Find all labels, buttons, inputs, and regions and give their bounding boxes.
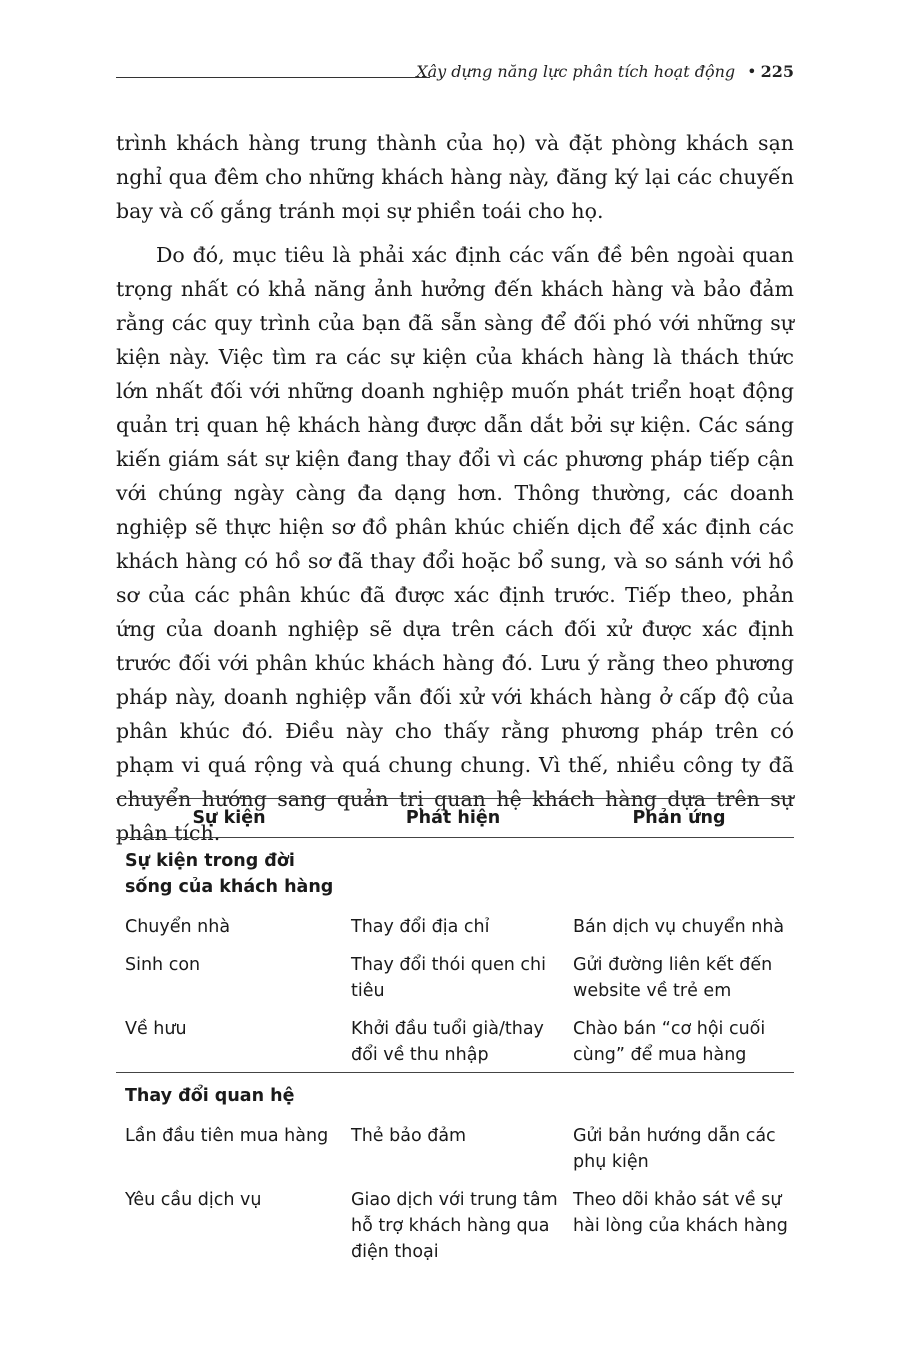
table-row bbox=[116, 1177, 794, 1267]
column-header-response: Phản ứng bbox=[632, 808, 726, 828]
running-title: Xây dựng năng lực phân tích hoạt động bbox=[416, 62, 736, 81]
response-cell: Gửi bản hướng dẫn các phụ kiện bbox=[573, 1126, 776, 1172]
detection-cell: Khởi đầu tuổi già/thay đổi về thu nhập bbox=[351, 1019, 544, 1065]
table-row bbox=[116, 1113, 794, 1177]
table-section-relationship-changes bbox=[116, 1073, 794, 1267]
detection-cell: Thẻ bảo đảm bbox=[351, 1126, 467, 1146]
response-cell: Gửi đường liên kết đến website về trẻ em bbox=[573, 955, 773, 1001]
table-header-row bbox=[116, 799, 794, 838]
paragraph: trình khách hàng trung thành của họ) và đặt phòng khách sạn nghỉ qua đêm cho những khách hàng này, đăng ký lại các chuyến bay và cố gắng tránh mọi sự phiền toái cho họ. bbox=[116, 131, 794, 223]
table-row bbox=[116, 942, 794, 1006]
events-table bbox=[116, 798, 794, 1267]
event-cell: Sinh con bbox=[125, 955, 201, 975]
response-cell: Bán dịch vụ chuyển nhà bbox=[573, 917, 785, 937]
column-header-event: Sự kiện bbox=[192, 808, 266, 828]
header-rule bbox=[116, 77, 430, 78]
response-cell: Chào bán “cơ hội cuối cùng” để mua hàng bbox=[573, 1019, 766, 1065]
section-title: Sự kiện trong đời sống của khách hàng bbox=[125, 851, 334, 897]
detection-cell: Thay đổi địa chỉ bbox=[351, 917, 490, 937]
table-row bbox=[116, 1006, 794, 1072]
header-text bbox=[416, 62, 794, 81]
body-text bbox=[116, 126, 794, 850]
event-cell: Về hưu bbox=[125, 1019, 187, 1039]
section-title: Thay đổi quan hệ bbox=[125, 1086, 295, 1106]
table-row bbox=[116, 904, 794, 942]
detection-cell: Giao dịch với trung tâm hỗ trợ khách hàng qua điện thoại bbox=[351, 1190, 558, 1262]
running-header bbox=[116, 60, 794, 90]
header-bullet: • bbox=[747, 62, 757, 81]
detection-cell: Thay đổi thói quen chi tiêu bbox=[351, 955, 546, 1001]
event-cell: Lần đầu tiên mua hàng bbox=[125, 1126, 329, 1146]
paragraph: Do đó, mục tiêu là phải xác định các vấn đề bên ngoài quan trọng nhất có khả năng ảnh hưởng đến khách hàng và bảo đảm rằng các quy trình của bạn đã sẵn sàng để đối phó với những sự kiện này. Việc tìm ra các sự kiện của khách hàng là thách thức lớn nhất đối với những doanh nghiệp muốn phát triển hoạt động quản trị quan hệ khách hàng được dẫn dắt bởi sự kiện. Các sáng kiến giám sát sự kiện đang thay đổi vì các phương pháp tiếp cận với chúng ngày càng đa dạng hơn. Thông thường, các doanh nghiệp sẽ thực hiện sơ đồ phân khúc chiến dịch để xác định các khách hàng có hồ sơ đã thay đổi hoặc bổ sung, và so sánh với hồ sơ của các phân khúc đã được xác định trước. Tiếp theo, phản ứng của doanh nghiệp sẽ dựa trên cách đối xử được xác định trước đối với phân khúc khách hàng đó. Lưu ý rằng theo phương pháp này, doanh nghiệp vẫn đối xử với khách hàng ở cấp độ của phân khúc đó. Điều này cho thấy rằng phương pháp trên có phạm vi quá rộng và quá chung chung. Vì thế, nhiều công ty đã chuyển hướng sang quản trị quan hệ khách hàng dựa trên sự phân tích. bbox=[116, 243, 794, 845]
response-cell: Theo dõi khảo sát về sự hài lòng của khách hàng bbox=[573, 1190, 788, 1236]
page-number: 225 bbox=[760, 62, 794, 81]
column-header-detection: Phát hiện bbox=[405, 808, 501, 828]
table-section-life-events bbox=[116, 838, 794, 1073]
event-cell: Yêu cầu dịch vụ bbox=[125, 1190, 262, 1210]
event-cell: Chuyển nhà bbox=[125, 917, 231, 937]
